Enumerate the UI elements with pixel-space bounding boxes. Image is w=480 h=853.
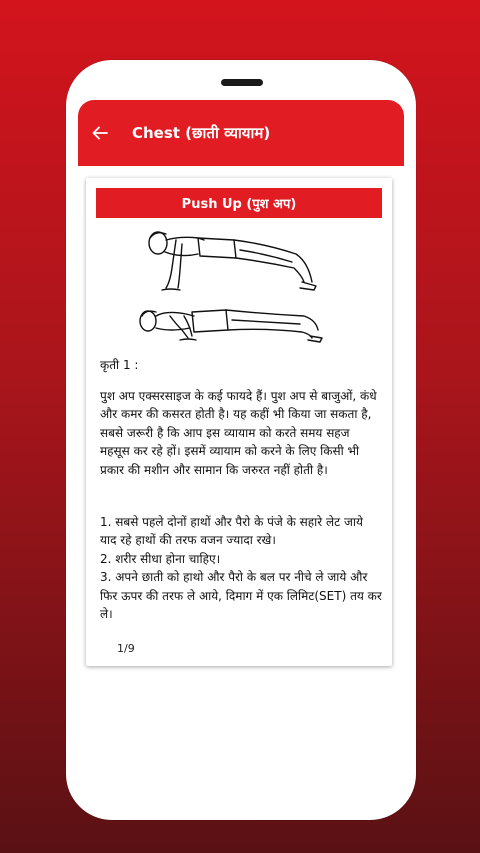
exercise-title: Push Up (पुश अप) <box>96 188 382 218</box>
page-counter: 1/9 <box>117 642 135 655</box>
back-arrow-icon[interactable] <box>92 124 110 142</box>
phone-speaker <box>221 79 263 86</box>
page-title: Chest (छाती व्यायाम) <box>132 124 271 142</box>
exercise-card <box>86 178 392 666</box>
step-item: 3. अपने छाती को हाथो और पैरो के बल पर नीचे ले जाये और फिर ऊपर की तरफ ले आये, दिमाग में एक लिमिट(SET) तय कर ले। <box>100 570 382 622</box>
phone-frame <box>66 60 416 820</box>
exercise-description: पुश अप एक्सरसाइज के कई फायदे हैं। पुश अप से बाजुओं, कंधे और कमर की कसरत होती है। यह कहीं भी किया जा सकता है, सबसे जरूरी है कि आप इस व्यायाम को करते समय सहज महसूस कर रहे हों। इसमें व्यायाम को करने के लिए किसी भी प्रकार की मशीन और सामान कि जरुरत नहीं होती है। <box>100 389 377 477</box>
step-item: 1. सबसे पहले दोनों हाथों और पैरो के पंजे के सहारे लेट जाये याद रहे हाथों की तरफ वजन ज्यादा रखे। <box>100 515 363 548</box>
app-bar <box>78 100 404 166</box>
exercise-label: कृती 1 : <box>100 358 139 372</box>
pushup-illustration <box>136 224 336 348</box>
step-item: 2. शरीर सीधा होना चाहिए। <box>100 551 221 566</box>
exercise-steps <box>100 513 382 623</box>
